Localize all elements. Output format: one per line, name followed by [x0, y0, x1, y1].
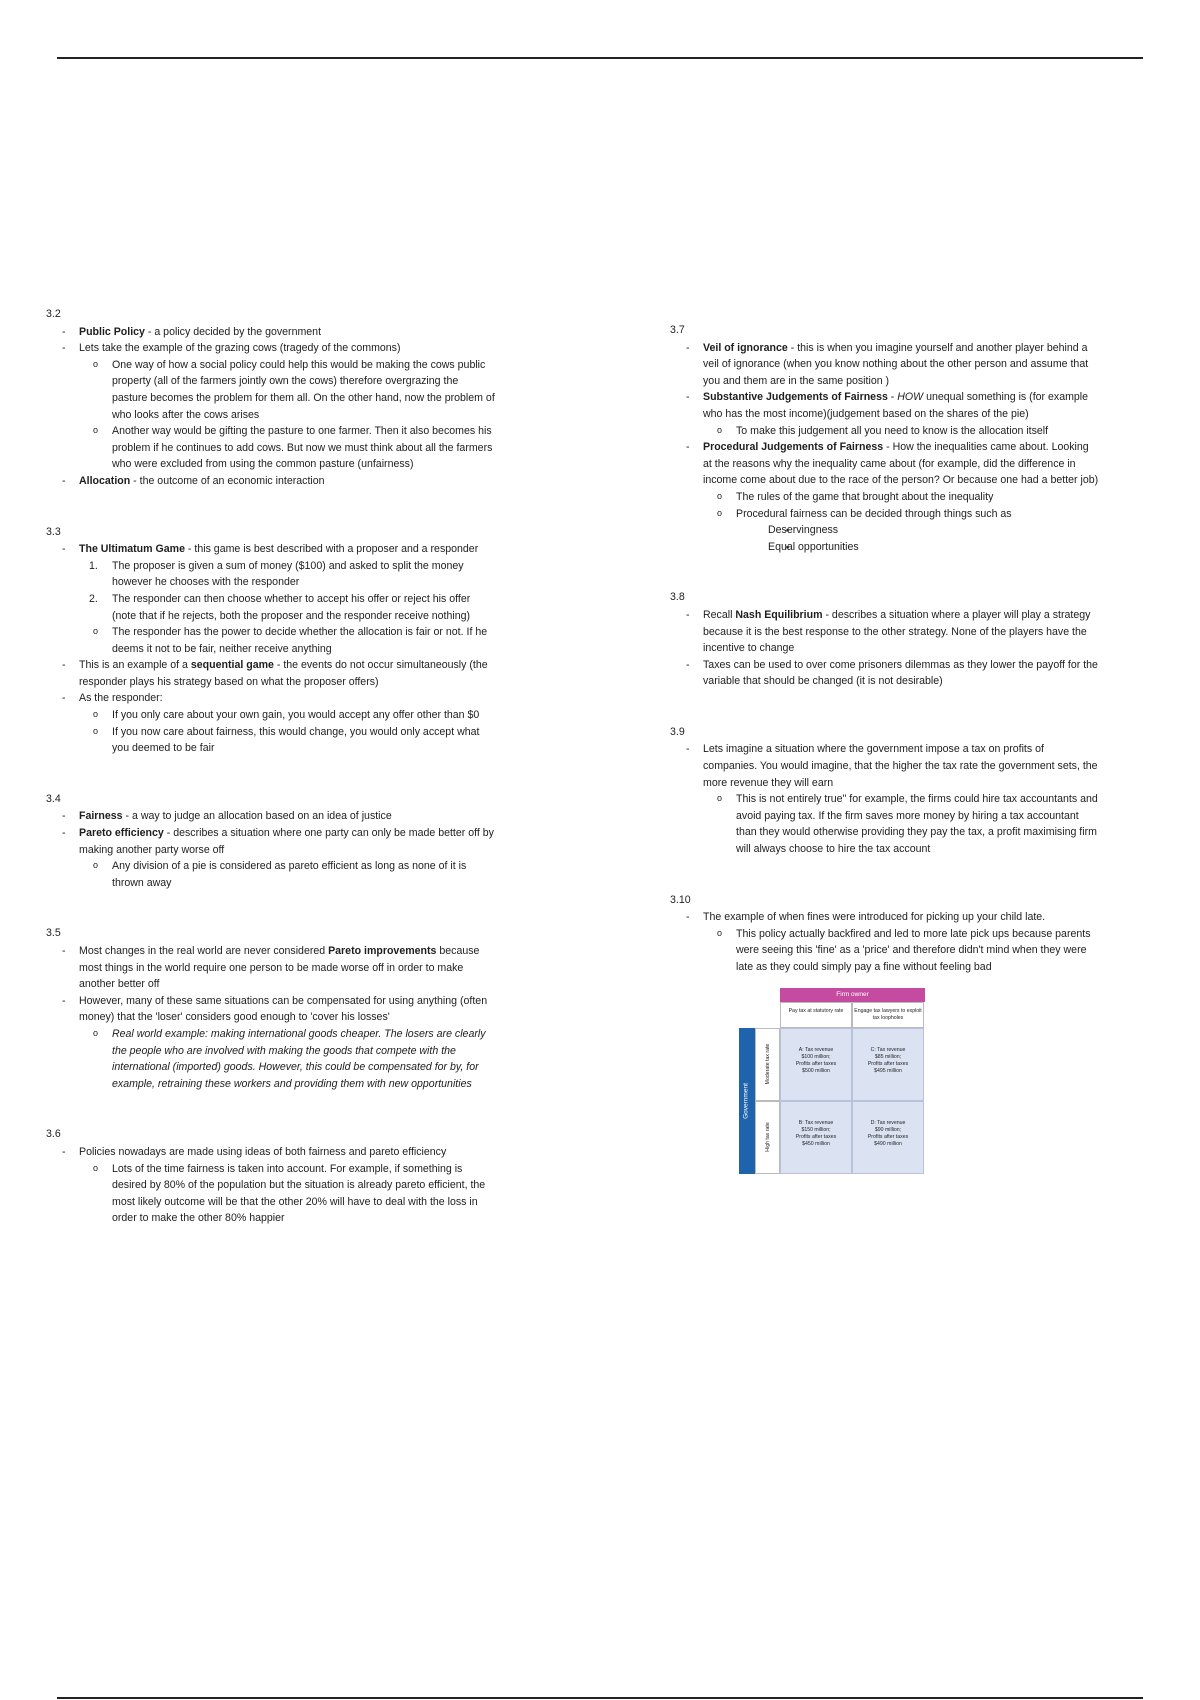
- section-3-6: [46, 1126, 496, 1227]
- list-item: [46, 825, 496, 891]
- sub-list: [79, 1161, 496, 1227]
- section-number: 3.10: [670, 893, 691, 906]
- sub-item: o If you now care about fairness, this would change, you would only accept what you deemed to be fair: [79, 724, 496, 757]
- list-item: [670, 607, 1100, 657]
- sub-list: [79, 858, 496, 891]
- gov-text: Government: [742, 1082, 750, 1119]
- term: Public Policy: [79, 325, 145, 338]
- section-number: 3.5: [46, 927, 61, 940]
- list-item: [46, 943, 496, 993]
- bullet-list: [670, 909, 1100, 975]
- section-3-5: [46, 925, 496, 1092]
- section-3-2: [46, 306, 496, 490]
- sub-list: [703, 423, 1100, 440]
- emphasis: HOW: [897, 391, 924, 404]
- definition: unequal something is (for example who has the most income)(judgement based on the shares of the pie): [703, 391, 1089, 420]
- list-item: [46, 541, 496, 657]
- term: The Ultimatum Game: [79, 543, 185, 556]
- item-text: Most changes in the real world are never considered: [79, 945, 329, 957]
- term: Allocation: [79, 474, 131, 487]
- bullet-list: [670, 741, 1100, 857]
- definition: - a way to judge an allocation based on an idea of justice: [122, 810, 392, 823]
- item-text: Procedural fairness can be decided through things such as: [736, 507, 1012, 520]
- sub-list: [79, 707, 496, 757]
- item-text: This is an example of a: [79, 659, 191, 672]
- list-item: [46, 657, 496, 690]
- definition: - this is when you imagine yourself and another player behind a veil of ignorance (when you know nothing about the other person and assume that you and them are in the same position ): [703, 341, 1089, 387]
- sub-item: o If you only care about your own gain, you would accept any offer other than $0: [79, 707, 496, 724]
- matrix-cell-c: [852, 1028, 924, 1101]
- list-item: [46, 808, 496, 825]
- item-text: However, many of these same situations can be compensated for using anything (often money) that the 'loser' considers good enough to 'cover his losses': [79, 994, 488, 1024]
- bullet-list: [670, 340, 1100, 556]
- section-number: 3.4: [46, 792, 61, 805]
- sub-sub-item: ▪ Deservingness: [736, 522, 1100, 539]
- definition: - describes a situation where one party can only be made better off by making another party worse off: [79, 827, 494, 856]
- cell-text: B: Tax revenue $150 million; Profits after taxes $450 million: [795, 1119, 837, 1147]
- sub-sub-list: [736, 522, 1100, 555]
- section-3-9: [670, 724, 1100, 858]
- term: Pareto efficiency: [79, 827, 164, 840]
- list-item: [670, 340, 1100, 390]
- matrix-header-firm-owner: Firm owner: [780, 988, 925, 1002]
- sub-item: o Any division of a pie is considered as pareto efficient as long as none of it is thrown away: [79, 858, 496, 891]
- sub-item: o To make this judgement all you need to know is the allocation itself: [703, 423, 1100, 440]
- sub-item: o This policy actually backfired and led to more late pick ups because parents were seeing this 'fine' as a 'price' and therefore didn't mind when they were late as they could simply pay a fine without feeling bad: [703, 926, 1100, 976]
- left-column: [46, 306, 496, 1261]
- definition: - the events do not occur simultaneously (the responder plays his strategy based on what the proposer offers): [79, 659, 488, 688]
- sub-item: [79, 1026, 496, 1092]
- sub-item: o Another way would be gifting the pasture to one farmer. Then it also becomes his problem if he continues to add cows. But now we must think about all the farmers who were excluded from using the common pasture (unfairness): [79, 423, 496, 473]
- section-number: 3.3: [46, 525, 61, 538]
- numbered-item: 1. The proposer is given a sum of money ($100) and asked to split the money however he chooses with the responder: [79, 558, 496, 591]
- definition: because most things in the world require one person to be made worse off in order to make another better off: [79, 945, 480, 991]
- section-number: 3.6: [46, 1128, 61, 1141]
- list-item: [46, 1144, 496, 1227]
- numbered-list: [79, 558, 496, 624]
- bullet-list: [46, 541, 496, 757]
- sub-list: [703, 791, 1100, 857]
- matrix-cell-a: [780, 1028, 852, 1101]
- matrix-row-high: [755, 1101, 780, 1174]
- list-item: [670, 389, 1100, 439]
- bottom-rule: [57, 1697, 1143, 1699]
- item-text: As the responder:: [79, 692, 163, 705]
- section-number: 3.2: [46, 308, 61, 320]
- matrix-col-statutory: Pay tax at statutory rate: [780, 1002, 852, 1028]
- cell-text: A: Tax revenue $100 million; Profits after taxes $500 million: [795, 1046, 837, 1074]
- list-item: [46, 473, 496, 490]
- list-item: [46, 690, 496, 756]
- matrix-gov-label: [739, 1028, 755, 1174]
- definition: - How the inequalities came about. Looking at the reasons why the inequality came about (for example, did the difference in income come about due to the race of the person? Or because one had a better job): [703, 441, 1099, 487]
- bullet-list: [46, 943, 496, 1092]
- term: Procedural Judgements of Fairness: [703, 441, 884, 454]
- sub-item: o One way of how a social policy could help this would be making the cows public property (all of the farmers jointly own the cows) therefore overgrazing the pasture becomes the problem for them all. On the other hand, now the problem of who looks after the cows arises: [79, 357, 496, 423]
- sub-list: [703, 926, 1100, 976]
- matrix-cell-d: [852, 1101, 924, 1174]
- cell-text: D: Tax revenue $90 million; Profits after taxes $490 million: [867, 1119, 909, 1147]
- definition: - the outcome of an economic interaction: [130, 474, 325, 487]
- example-text: Real world example: making international goods cheaper. The losers are clearly the people who are involved with making the goods that compete with the international (imported) goods. However, this could be compensated for by, for example, retraining these workers and providing them with new opportunities: [112, 1027, 486, 1090]
- section-3-4: [46, 791, 496, 892]
- section-3-8: [670, 589, 1100, 690]
- term: Nash Equilibrium: [735, 608, 823, 621]
- definition: - a policy decided by the government: [144, 325, 322, 338]
- term: sequential game: [190, 659, 274, 672]
- item-text: The example of when fines were introduced for picking up your child late.: [703, 911, 1046, 924]
- list-item: [670, 909, 1100, 975]
- numbered-item: 2. The responder can then choose whether to accept his offer or reject his offer (note that if he rejects, both the proposer and the responder receive nothing): [79, 591, 496, 624]
- top-rule: [57, 57, 1143, 59]
- row-label: High tax rate: [764, 1122, 771, 1152]
- list-item: [670, 439, 1100, 555]
- sub-sub-item: ▪ Equal opportunities: [736, 539, 1100, 556]
- list-item: [46, 340, 496, 473]
- bullet-list: [670, 607, 1100, 690]
- sub-item: o Lots of the time fairness is taken into account. For example, if something is desired by 80% of the population but the situation is already pareto efficient, the most likely outcome will be that the other 20% will have to deal with the loss in order to make the other 80% happier: [79, 1161, 496, 1227]
- section-3-10: [670, 892, 1100, 1174]
- item-text: Policies nowadays are made using ideas of both fairness and pareto efficiency: [79, 1145, 447, 1158]
- definition: - describes a situation where a player will play a strategy because it is the best response to the other strategy. None of the players have the incentive to change: [703, 608, 1091, 655]
- definition: -: [887, 391, 898, 404]
- row-label: Moderate tax rate: [764, 1043, 771, 1085]
- list-item: [46, 324, 496, 341]
- item-text: Lets take the example of the grazing cows (tragedy of the commons): [79, 342, 401, 355]
- sub-list: [79, 357, 496, 473]
- list-item: [46, 993, 496, 1093]
- bullet-list: [46, 808, 496, 891]
- term: Substantive Judgements of Fairness: [703, 391, 888, 404]
- term: Veil of ignorance: [703, 341, 788, 354]
- term: Pareto improvements: [328, 945, 437, 957]
- sub-list: [703, 489, 1100, 555]
- definition: - this game is best described with a proposer and a responder: [184, 543, 479, 556]
- section-3-3: [46, 524, 496, 757]
- section-number: 3.7: [670, 324, 685, 336]
- right-column: [670, 322, 1100, 1174]
- bullet-list: [46, 324, 496, 490]
- list-item: - Taxes can be used to over come prisoners dilemmas as they lower the payoff for the variable that should be changed (it is not desirable): [670, 657, 1100, 690]
- sub-item: o This is not entirely true" for example, the firms could hire tax accountants and avoid paying tax. If the firm saves more money by hiring a tax accountant than they would otherwise providing they pay the tax, a profit maximising firm will always choose to hire the tax account: [703, 791, 1100, 857]
- item-text: Lets imagine a situation where the government impose a tax on profits of companies. You would imagine, that the higher the tax rate the government sets, the more revenue they will earn: [703, 743, 1098, 789]
- cell-text: C: Tax revenue $85 million; Profits after taxes $495 million: [867, 1046, 909, 1074]
- payoff-matrix: [739, 988, 925, 1174]
- section-3-7: [670, 322, 1100, 555]
- term: Fairness: [79, 810, 123, 823]
- item-text: Recall: [703, 608, 736, 621]
- bullet-list: [46, 1144, 496, 1227]
- sub-list: [79, 1026, 496, 1092]
- sub-item: o The responder has the power to decide whether the allocation is fair or not. If he deems it not to be fair, neither receive anything: [79, 624, 496, 657]
- sub-item: o The rules of the game that brought about the inequality: [703, 489, 1100, 506]
- section-number: 3.9: [670, 725, 685, 738]
- section-number: 3.8: [670, 591, 685, 604]
- sub-list: [79, 624, 496, 657]
- matrix-row-moderate: [755, 1028, 780, 1101]
- sub-item: [703, 506, 1100, 556]
- list-item: [670, 741, 1100, 857]
- matrix-cell-b: [780, 1101, 852, 1174]
- matrix-col-loopholes: Engage tax lawyers to exploit tax loopholes: [852, 1002, 924, 1028]
